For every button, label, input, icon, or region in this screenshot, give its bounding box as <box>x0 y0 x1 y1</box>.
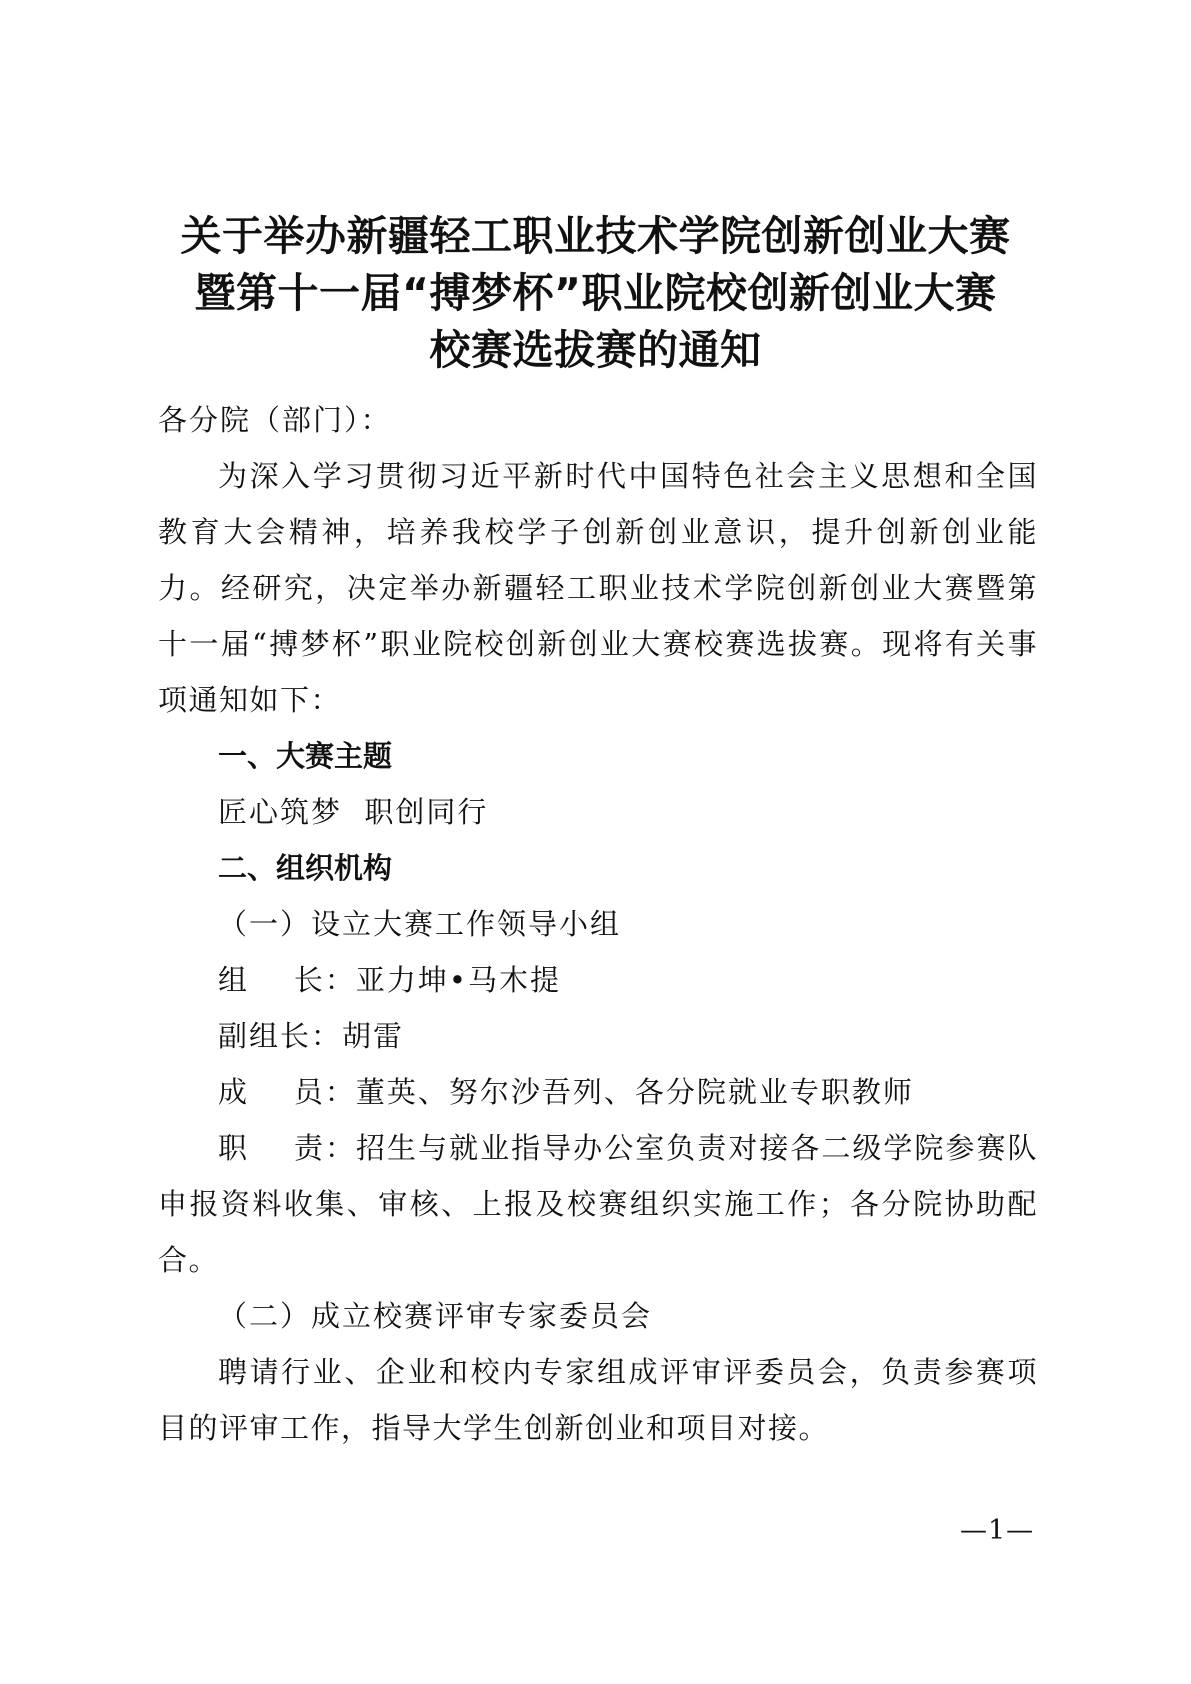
intro-paragraph: 为深入学习贯彻习近平新时代中国特色社会主义思想和全国教育大会精神，培养我校学子创新创业意识，提升创新创业能力。经研究，决定举办新疆轻工职业技术学院创新创业大赛暨第十一届“搏梦杯”职业院校创新创业大赛校赛选拔赛。现将有关事项通知如下： <box>158 459 1038 717</box>
subsection-1-heading: （一）设立大赛工作领导小组 <box>218 907 622 941</box>
title-line-2: 暨第十一届“搏梦杯”职业院校创新创业大赛 <box>194 269 997 317</box>
duties-paragraph: 职 责：招生与就业指导办公室负责对接各二级学院参赛队申报资料收集、审核、上报及校赛组织实施工作；各分院协助配合。 <box>158 1131 1038 1277</box>
section-1-heading: 一、大赛主题 <box>218 739 393 773</box>
subsection-2-content: 聘请行业、企业和校内专家组成评审评委员会，负责参赛项目的评审工作，指导大学生创新创业和项目对接。 <box>158 1355 1038 1445</box>
section-2-heading: 二、组织机构 <box>218 851 393 885</box>
subsection-2-heading: （二）成立校赛评审专家委员会 <box>218 1299 653 1333</box>
title-line-3: 校赛选拔赛的通知 <box>429 326 762 374</box>
leader-line: 组 长：亚力坤•马木提 <box>218 963 561 997</box>
page-number: —1— <box>960 1515 1035 1546</box>
title-line-1: 关于举办新疆轻工职业技术学院创新创业大赛 <box>180 212 1011 260</box>
document-body <box>158 392 1038 1456</box>
members-line: 成 员：董英、努尔沙吾列、各分院就业专职教师 <box>218 1075 914 1109</box>
document-title <box>150 208 1041 379</box>
deputy-line: 副组长：胡雷 <box>218 1019 405 1053</box>
section-1-content: 匠心筑梦 职创同行 <box>218 795 489 829</box>
salutation: 各分院（部门）： <box>158 403 392 437</box>
